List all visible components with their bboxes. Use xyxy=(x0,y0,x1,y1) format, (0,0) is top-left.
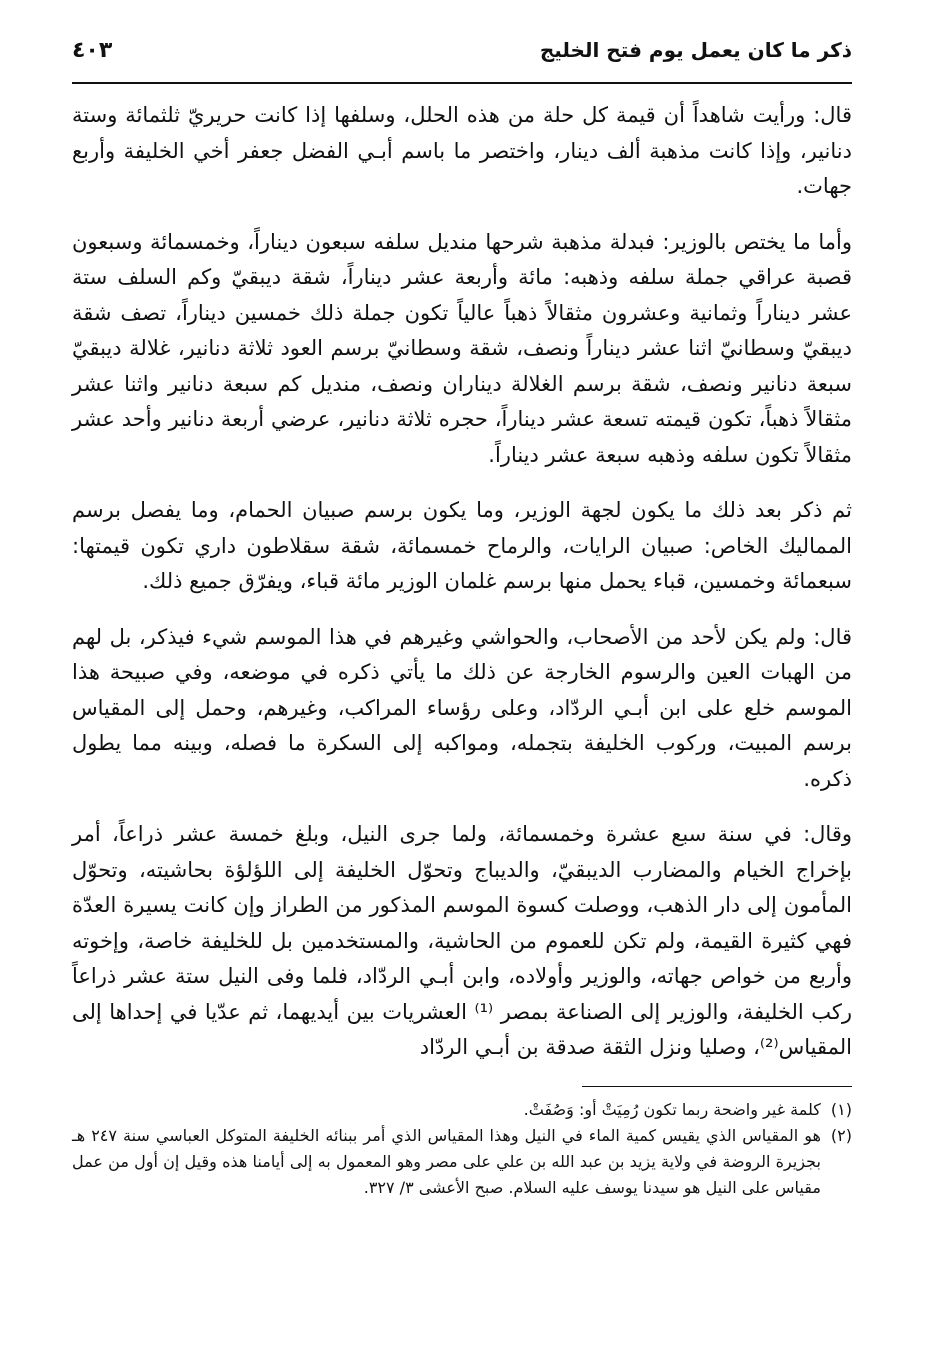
footnote xyxy=(72,1123,852,1201)
header-rule xyxy=(72,82,852,84)
footnote-text: كلمة غير واضحة ربما تكون رُمِيَتْ أو: وَصُفَتْ. xyxy=(523,1099,821,1119)
running-title: ذكر ما كان يعمل يوم فتح الخليج xyxy=(539,38,852,62)
footnotes xyxy=(72,1097,852,1201)
footnote-marker: (٢) xyxy=(830,1125,852,1145)
footnote-rule xyxy=(582,1086,852,1087)
footnote-text: هو المقياس الذي يقيس كمية الماء في النيل وهذا المقياس الذي أمر ببنائه الخليفة المتوكل العباسي سنة ٢٤٧ هـ بجزيرة الروضة في ولاية يزيد بن عبد الله بن علي على مصر وهو المعمول به إلى أيامنا هذه وقيل إن أول من عمل مقياس على النيل هو سيدنا يوسف عليه السلام. صبح الأعشى ٣/ ٣٢٧. xyxy=(72,1125,821,1197)
page-header xyxy=(72,38,852,80)
paragraph: وقال: في سنة سبع عشرة وخمسمائة، ولما جرى النيل، وبلغ خمسة عشر ذراعاً، أمر بإخراج الخيام والمضارب الديبقيّ، والديباج وتحوّل الخليفة إلى اللؤلؤة بحاشيته، وتحوّل المأمون إلى دار الذهب، ووصلت كسوة الموسم المذكور من الطراز وإن كانت يسيرة العدّة فهي كثيرة القيمة، ولم تكن للعموم من الحاشية، والمستخدمين بل للخليفة خاصة، وإخوته وأربع من خواص جهاته، والوزير وأولاده، وابن أبـي الردّاد، فلما وفى النيل ستة عشر ذراعاً ركب الخليفة، والوزير إلى الصناعة بمصر ⁽¹⁾ العشريات بين أيديهما، ثم عدّيا في إحداها إلى المقياس⁽²⁾، وصليا ونزل الثقة صدقة بن أبـي الردّاد xyxy=(72,822,852,1059)
paragraph: وأما ما يختص بالوزير: فبدلة مذهبة شرحها منديل سلفه سبعون ديناراً، وخمسمائة وسبعون قصبة عراقي جملة سلفه وذهبه: مائة وأربعة عشر ديناراً، شقة ديبقيّ وكم السلف ستة عشر ديناراً وثمانية وعشرون مثقالاً ذهباً عالياً تكون جملة ذلك خمسين ديناراً، تصف شقة ديبقيّ وسطانيّ اثنا عشر ديناراً ونصف، شقة وسطانيّ برسم العود ثلاثة دنانير، غلالة ديبقيّ سبعة دنانير ونصف، شقة برسم الغلالة ديناران ونصف، منديل كم سبعة دنانير واثنا عشر مثقالاً ذهباً، تكون قيمته تسعة عشر ديناراً، حجره ثلاثة دنانير، عرضي أربعة دنانير وأحد عشر مثقالاً تكون سلفه وذهبه سبعة عشر ديناراً. xyxy=(72,229,852,467)
body-text xyxy=(72,98,852,1066)
paragraph: قال: ورأيت شاهداً أن قيمة كل حلة من هذه الحلل، وسلفها إذا كانت حريريّ ثلثمائة وستة دنانير، وإذا كانت مذهبة ألف دينار، واختصر ما باسم أبـي الفضل جعفر أخي الخليفة وأربع جهات. xyxy=(72,103,852,198)
footnote-marker: (١) xyxy=(830,1099,852,1119)
paragraph: ثم ذكر بعد ذلك ما يكون لجهة الوزير، وما يكون برسم صبيان الحمام، وما يفصل برسم المماليك الخاص: صبيان الرايات، والرماح خمسمائة، شقة سقلاطون داري تكون قيمتها: سبعمائة وخمسين، قباء يحمل منها برسم غلمان الوزير مائة قباء، ويفرّق جميع ذلك. xyxy=(72,498,852,593)
paragraph: قال: ولم يكن لأحد من الأصحاب، والحواشي وغيرهم في هذا الموسم شيء فيذكر، بل لهم من الهبات العين والرسوم الخارجة عن ذلك ما يأتي ذكره في موضعه، وفي صبيحة هذا الموسم خلع على ابن أبـي الردّاد، وعلى رؤساء المراكب، وغيرهم، وحمل إلى المقياس برسم المبيت، وركوب الخليفة بتجمله، ومواكبه إلى السكرة ما فصله، وبينه مما يطول ذكره. xyxy=(72,624,852,791)
page-number: ٤٠٣ xyxy=(72,38,113,63)
footnote xyxy=(72,1097,852,1123)
